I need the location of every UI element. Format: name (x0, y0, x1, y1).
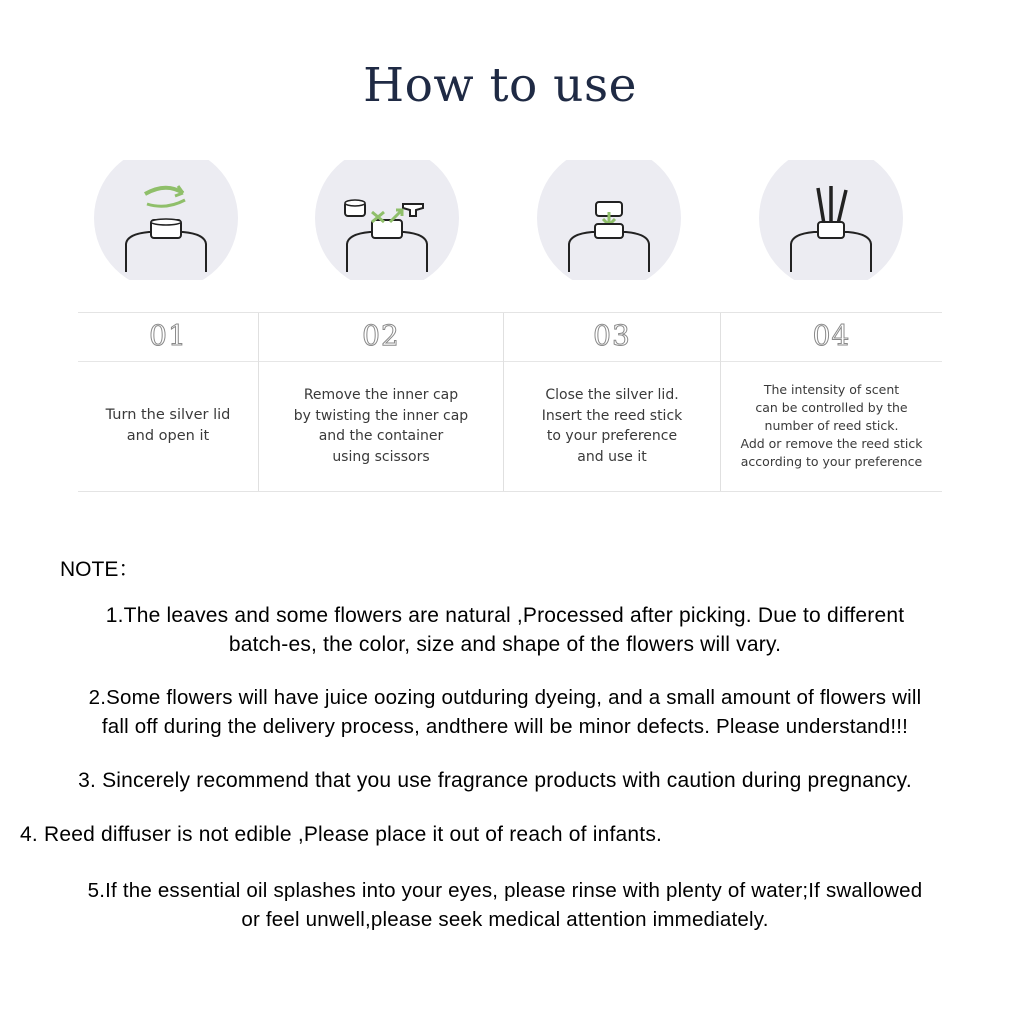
step-description: The intensity of scent can be controlled by the number of reed stick. Add or remove the reed stick according to your preference (740, 382, 923, 469)
note-line: 5.If the essential oil splashes into your eyes, please rinse with plenty of water;If swallowed (87, 879, 923, 902)
note-line: fall off during the delivery process, andthere will be minor defects. Please understand!!! (101, 715, 909, 738)
note-line: 3. Sincerely recommend that you use fragrance products with caution during pregnancy. (78, 769, 912, 792)
note-line: 4. Reed diffuser is not edible ,Please place it out of reach of infants. (20, 823, 663, 846)
step-description: Close the silver lid. Insert the reed stick to your preference and use it (541, 387, 683, 465)
step-3 (503, 313, 720, 491)
step-number: 03 (593, 319, 631, 352)
note-item-1 (0, 601, 1010, 659)
note-item-5 (0, 876, 1010, 934)
note-item-2 (0, 683, 1010, 741)
step-number: 02 (362, 319, 400, 352)
note-line: batch-es, the color, size and shape of the flowers will vary. (228, 633, 782, 656)
steps-table (78, 312, 942, 492)
note-item-4 (20, 820, 662, 849)
reed-sticks-icon (756, 160, 906, 280)
rotate-arrow-icon (91, 160, 241, 280)
note-line: or feel unwell,please seek medical attention immediately. (241, 908, 769, 931)
note-item-3 (0, 766, 1000, 795)
step-description: Remove the inner cap by twisting the inner cap and the container using scissors (293, 387, 469, 465)
step-4 (720, 313, 942, 491)
note-line: 2.Some flowers will have juice oozing outduring dyeing, and a small amount of flowers will (88, 686, 922, 709)
step-number: 01 (149, 319, 187, 352)
note-title: NOTE： (60, 558, 140, 581)
page-title: How to use (363, 58, 637, 113)
step-1 (78, 313, 258, 491)
step-2 (258, 313, 503, 491)
step-number: 04 (812, 319, 851, 352)
remove-cap-icon (312, 160, 462, 280)
close-lid-icon (534, 160, 684, 280)
step-description: Turn the silver lid and open it (105, 407, 231, 444)
note-line: 1.The leaves and some flowers are natural ,Processed after picking. Due to different (105, 604, 905, 627)
